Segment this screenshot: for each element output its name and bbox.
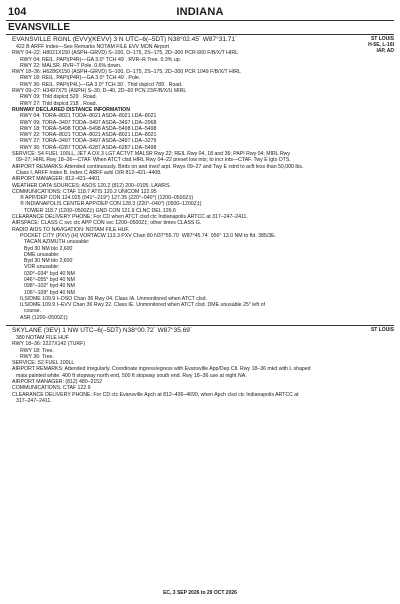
entry-line: 380 NOTAM FILE HUF [16,335,69,341]
evv-tag-charts: H-5E, L-16I [368,42,394,48]
entry-line: RWY 09: Thld dsplcd 529´. Road. [20,94,97,101]
entry-line: RWY 18–36: H6286X150 (ASPH–GRVD) S–100, D–175, 2S–175, 2D–300 PCR 1049 F/B/X/T HIRL [12,69,241,76]
entry-line: RWY 04: TORA–8021 TODA–8021 ASDA–8021 LDA–8021 [20,113,157,120]
entry-line: RWY 04–22: H8021X150 (ASPH–GRVD) S–100, D–175, 2S–175, 2D–300 PCR 660 F/B/X/T HIRL [12,50,238,57]
sky-right-tag: ST LOUIS [370,327,394,333]
entry-line: RWY 18: TORA–5498 TODA–5498 ASDA–5498 LDA–5498 [20,125,157,132]
entry-line: ® APP/DEP CON 124.025 (041°–219°) 127.35 (220°–040°) (1200–0500Z‡) [20,195,194,202]
entry-line: COMMUNICATIONS: CTAF 122.9 [12,385,91,392]
entry-line: ® INDIANAPOLIS CENTER APP/DEP CON 128.3 (220°–040°) (0500–1200Z‡) [20,201,202,208]
entry-line: RWY 04: REIL. PAPI(P4R)—GA 3.0° TCH 49´. RVR–R Tree. 0.3% up. [20,56,182,63]
entry-line: RWY 36: Tree. [20,353,54,360]
state-title: INDIANA [176,6,224,18]
entry-line: RWY 27: TORA–3497 TODA–3497 ASDA–3497 LDA–3279 [20,138,157,145]
entry-line: SERVICE: S4 FUEL 100LL, JET A OX 3 LGT ACTVT MALSR Rwy 22; REIL Rwy 04, 18 and 36; PAPI Rwy 04; MIRL Rwy [12,151,291,158]
entry-line: Byd 30 NM blo 2,600´ [24,245,75,252]
page-header [8,6,392,20]
entry-line: 422 B ARFF Index—See Remarks NOTAM FILE EVV MON Airport [16,44,169,50]
entry-line: 106°–109° byd 40 NM [24,289,75,296]
city-rule [6,34,394,35]
entry-line: AIRPORT REMARKS: Attended continuously. Birds on and invof arpt. Rwys 09–27 and Twy E rstrd to acft less than 50,000 lbs. [12,163,304,170]
entry-line: Class I, ARFF Index B. Index C ARFF avbl O/R 812–421–4408. [16,169,162,176]
entry-line: EVANSVILLE RGNL (EVV)(KEVV) 3 N UTC–6(–5DT) N38°02.45´ W87°31.71´ [12,36,238,43]
entry-line: ASR (1200–0500Z‡) [20,314,68,321]
header-rule [6,20,394,21]
evv-tag-region: ST LOUIS [370,36,394,42]
entry-line: RWY 27: Thld dsplcd 218´. Road. [20,100,97,107]
entry-line: 09–27; HIRL Rwy 18–36—CTAF. When ATCT clsd HIRL Rwy 04–22 preset low ints; to incr ints—CTAF. Twy E lgts OTS. [16,157,291,164]
entry-line: CLEARANCE DELIVERY PHONE: For CD ctc Evansville Apch at 812–436–4690, when Apch clsd ctc Indianapolis ARTCC at [12,391,299,398]
entry-line: SKYLANE (3EV) 1 NW UTC–6(–5DT) N38°00.72´ W87°35.69´ [12,327,193,334]
entry-line: course. [24,308,42,315]
entry-line: TOWER 118.7 (1200–0500Z‡) GND CON 121.9 CLNC DEL 126.6 [24,207,176,214]
entry-line: RWY 22: MALSR. RVR–T Pole. 0.6% down. [20,62,122,69]
page-footer: EC, 3 SEP 2026 to 29 OCT 2026 [163,590,237,596]
entry-line: 317–247–2411. [16,397,52,404]
entry-line: RWY 09–27: H3497X75 (ASPH) S–30, D–40, 2D–60 PCN 23/F/B/X/U MIRL [12,88,187,95]
entry-line: AIRSPACE: CLASS C svc ctc APP CON svc 1200–0500Z‡; other times CLASS G. [12,220,202,227]
entry-line: CLEARANCE DELIVERY PHONE: For CD when ATCT clsd ctc Indianapolis ARTCC at 317–247–2411. [12,214,248,221]
entry-line: mats painted white. 400 ft stopway north end, 500 ft stopway south end. Rwy 18–36 use at night NA. [16,372,247,379]
entry-line: POCKET CITY (PXV) (H) VORTACW 113.3 PXV Chan 80 N37°55.70´ W87°45.74´ 056° 13.0 NM to fld. 385/3E. [20,232,277,239]
entry-line: VOR unusable: [24,264,60,271]
evv-tag-procedures: IAP, AD [376,48,394,54]
entry-line: Byd 30 NM blo 2,600´ [24,258,75,265]
entry-line: 046°–055° byd 40 NM [24,276,75,283]
entry-line: RWY 09: TORA–3497 TODA–3497 ASDA–3497 LDA–2968 [20,119,157,126]
evansville-entry [12,36,394,321]
entry-line: COMMUNICATIONS: CTAF 118.7 ATIS 120.2 UNICOM 122.95 [12,188,157,195]
entry-line: RUNWAY DECLARED DISTANCE INFORMATION [12,106,130,113]
entry-line: AIRPORT MANAGER: 812–421–4401 [12,176,101,183]
entry-line: AIRPORT MANAGER: (812) 480–2152 [12,379,103,386]
entry-line: ILS/DME 109.9 I–DSO Chan 36 Rwy 04. Class IA. Unmonitored when ATCT clsd. [20,295,207,302]
entry-line: RWY 18: Tree. [20,347,54,354]
skylane-entry [12,327,394,404]
entry-line: RWY 36: TORA–6287 TODA–6287 ASDA–6287 LDA–5498 [20,144,157,151]
city-heading: EVANSVILLE [8,22,71,33]
skylane-rule [6,325,394,326]
entry-line: RWY 22: TORA–8021 TODA–8021 ASDA–8021 LDA–8021 [20,132,157,139]
entry-line: RWY 18: REIL. PAPI(P4R)—GA 3.0° TCH 49´. Pole. [20,75,141,82]
entry-line: RADIO AIDS TO NAVIGATION: NOTAM FILE HUF. [12,226,130,233]
entry-line: RWY 36: REIL. PAPI(P4L)—GA 3.0° TCH 30´. Thld dsplcd 789´. Road. [20,81,183,88]
entry-line: DME unusable: [24,251,60,258]
entry-line: SERVICE: S2 FUEL 100LL [12,360,75,367]
entry-line: 098°–102° byd 40 NM [24,283,75,290]
entry-line: WEATHER DATA SOURCES: ASOS 120.2 (812) 200–0105. LAWRS. [12,182,171,189]
entry-line: AIRPORT REMARKS: Attended irregularly. Coordinate ingress/egress with Evansville App/Dep Ctl. Rwy 18–36 mkd with L shaped [12,366,311,373]
entry-line: ILS/DME 109.9 I–EVV Chan 36 Rwy 22. Class IE. Unmonitored when ATCT clsd. DME unusable 25° left of [20,302,265,309]
entry-line: 030°–034° byd 40 NM [24,270,75,277]
entry-line: TACAN AZIMUTH unusable: [24,239,90,246]
page-number: 104 [8,6,27,18]
entry-line: RWY 18–36: 2227X142 (TURF) [12,341,86,348]
